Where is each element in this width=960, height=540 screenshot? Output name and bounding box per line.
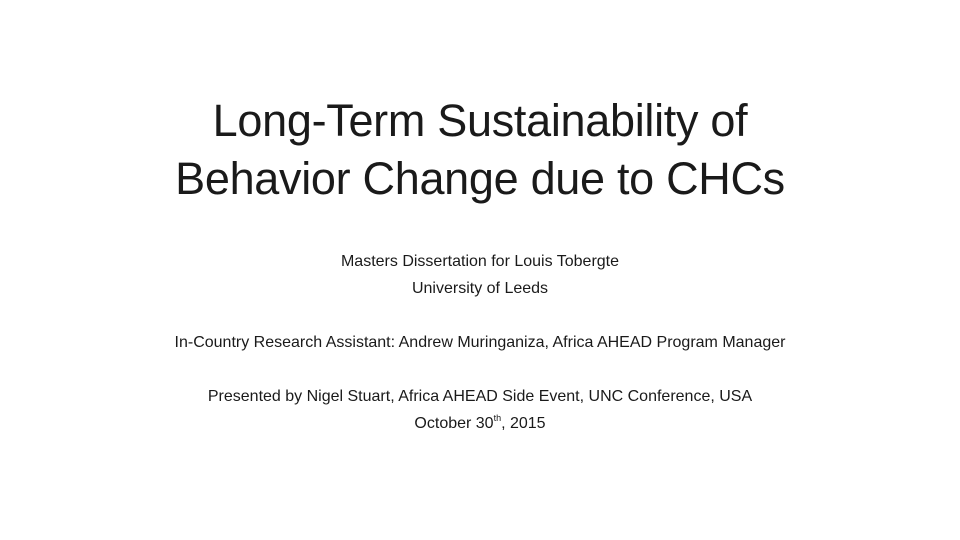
slide-subtitle [60, 248, 900, 437]
date-line [60, 410, 900, 437]
title-line-1: Long-Term Sustainability of [212, 95, 748, 146]
spacer [60, 302, 900, 329]
research-assistant-line: In-Country Research Assistant: Andrew Muringaniza, Africa AHEAD Program Manager [174, 334, 786, 351]
university-line: University of Leeds [411, 280, 549, 297]
dissertation-line: Masters Dissertation for Louis Tobergte [340, 253, 620, 270]
slide-title [80, 92, 880, 208]
title-line-2: Behavior Change due to CHCs [175, 153, 785, 204]
date-prefix: October 30 [414, 415, 494, 432]
spacer [60, 356, 900, 383]
date-superscript: th [493, 412, 502, 423]
date-suffix: , 2015 [501, 415, 546, 432]
presenter-line: Presented by Nigel Stuart, Africa AHEAD Side Event, UNC Conference, USA [207, 388, 753, 405]
